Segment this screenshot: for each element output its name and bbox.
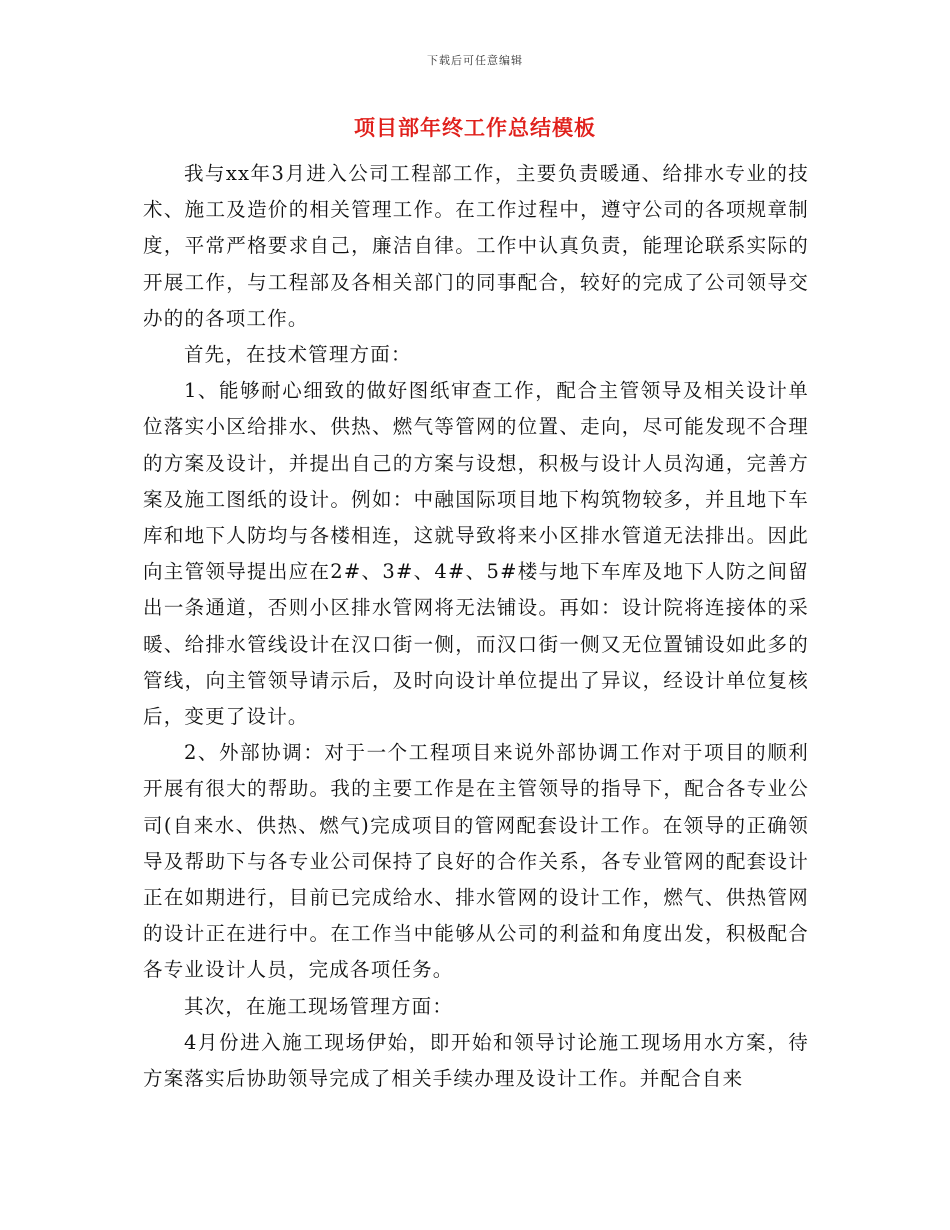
paragraph-site-detail: 4月份进入施工现场伊始，即开始和领导讨论施工现场用水方案，待方案落实后协助领导完成了相关手续办理及设计工作。并配合自来 bbox=[143, 1030, 809, 1091]
paragraph-tech-item-1: 1、能够耐心细致的做好图纸审查工作，配合主管领导及相关设计单位落实小区给排水、供热、燃气等管网的位置、走向，尽可能发现不合理的方案及设计，并提出自己的方案与设想，积极与设计人员沟通，完善方案及施工图纸的设计。例如：中融国际项目地下构筑物较多，并且地下车库和地下人防均与各楼相连，这就导致将来小区排水管道无法排出。因此向主管领导提出应在2#、3#、4#、5#楼与地下车库及地下人防之间留出一条通道，否则小区排水管网将无法铺设。再如：设计院将连接体的采暖、给排水管线设计在汉口街一侧，而汉口街一侧又无位置铺设如此多的管线，向主管领导请示后，及时向设计单位提出了异议，经设计单位复核后，变更了设计。 bbox=[143, 379, 809, 729]
paragraph-tech-heading: 首先，在技术管理方面： bbox=[183, 343, 412, 367]
paragraph-intro: 我与xx年3月进入公司工程部工作，主要负责暖通、给排水专业的技术、施工及造价的相关管理工作。在工作过程中，遵守公司的各项规章制度，平常严格要求自己，廉洁自律。工作中认真负责，能理论联系实际的开展工作，与工程部及各相关部门的同事配合，较好的完成了公司领导交办的的各项工作。 bbox=[143, 162, 809, 330]
document-body bbox=[143, 156, 809, 1097]
document-title: 项目部年终工作总结模板 bbox=[354, 116, 596, 140]
paragraph-tech-item-2: 2、外部协调：对于一个工程项目来说外部协调工作对于项目的顺利开展有很大的帮助。我的主要工作是在主管领导的指导下，配合各专业公司(自来水、供热、燃气)完成项目的管网配套设计工作。在领导的正确领导及帮助下与各专业公司保持了良好的合作关系，各专业管网的配套设计正在如期进行，目前已完成给水、排水管网的设计工作，燃气、供热管网的设计正在进行中。在工作当中能够从公司的利益和角度出发，积极配合各专业设计人员，完成各项任务。 bbox=[143, 741, 809, 982]
paragraph-site-heading: 其次，在施工现场管理方面： bbox=[183, 994, 454, 1018]
header-note: 下载后可任意编辑 bbox=[427, 54, 523, 67]
